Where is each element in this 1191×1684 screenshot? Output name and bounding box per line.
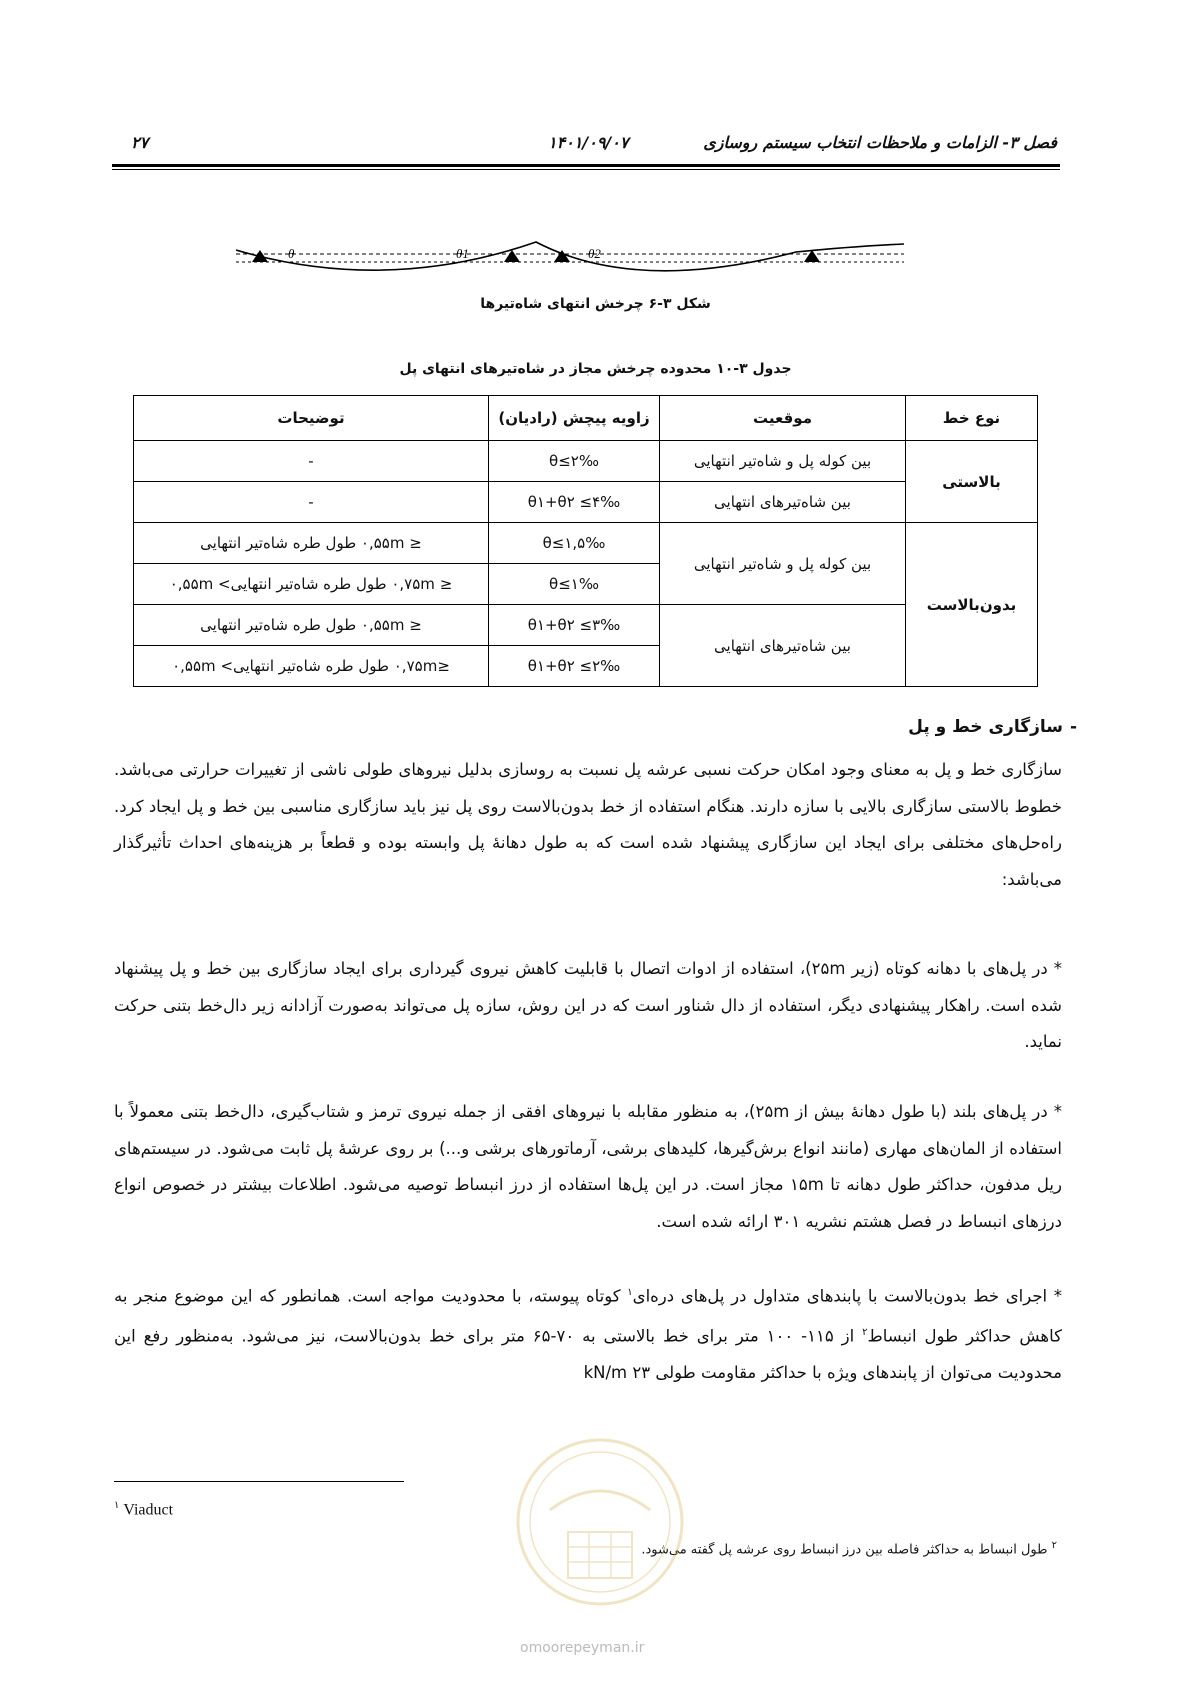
- location-cell: بین شاه‌تیرهای انتهایی: [660, 605, 906, 687]
- paragraph-long-span: * در پل‌های بلند (با طول دهانهٔ بیش از ۲۵m)، به منظور مقابله با نیروهای افقی از جمله نیروی ترمز و شتاب‌گیری، دال‌خط بتنی معمولاً با استفاده از المان‌های مهاری (مانند انواع برش‌گیرها، کلیدهای برشی، آرماتورهای برشی و...) بر روی عرشهٔ پل ثابت می‌شود. در سیستم‌های ریل مدفون، حداکثر طول دهانه تا ۱۵m مجاز است. در این پل‌ها استفاده از درز انبساط توصیه می‌شود. اطلاعات بیشتر در خصوص انواع درزهای انبساط در فصل هشتم نشریه ۳۰۱ ارائه شده است.: [114, 1102, 1062, 1231]
- paragraph-short-span: * در پل‌های با دهانه کوتاه (زیر ۲۵m)، استفاده از ادوات اتصال با قابلیت کاهش نیروی گیرداری برای ایجاد سازگاری بین خط و پل پیشنهاد شده است. راهکار پیشنهادی دیگر، استفاده از دال شناور است که در این روش، سازه پل می‌تواند به‌صورت آزادانه زیر دال‌خط بتنی حرکت نماید.: [114, 959, 1062, 1051]
- watermark-seal-icon: [510, 1432, 690, 1612]
- track-type-ballastless: بدون‌بالاست: [906, 523, 1038, 687]
- paragraph-viaduct: [114, 1275, 1062, 1392]
- footnote-2: [641, 1540, 1057, 1557]
- rotation-limits-table: [133, 395, 1038, 687]
- label-theta-1: θ1: [456, 246, 469, 261]
- section-bullet: -: [1069, 717, 1077, 737]
- deflected-girders: [236, 242, 904, 271]
- support-4: [804, 250, 820, 262]
- header-notes: توضیحات: [134, 396, 489, 441]
- location-cell: بین کوله پل و شاه‌تیر انتهایی: [660, 523, 906, 605]
- footnote-ref-2: ۲: [862, 1327, 868, 1338]
- table-caption: جدول ۳-۱۰ محدوده چرخش مجاز در شاه‌تیرهای انتهای پل: [399, 361, 792, 377]
- location-cell: بین شاه‌تیرهای انتهایی: [660, 482, 906, 523]
- page-number: ۲۷: [131, 133, 149, 152]
- chapter-title: فصل ۳- الزامات و ملاحظات انتخاب سیستم روسازی: [703, 133, 1057, 152]
- footnote-1-mark: ۱: [114, 1500, 120, 1511]
- table-row: [134, 441, 1038, 482]
- figure-caption: شکل ۳-۶ چرخش انتهای شاه‌تیرها: [480, 296, 711, 312]
- notes-cell: -: [134, 441, 489, 482]
- notes-cell: ≤۰,۷۵m طول طره شاه‌تیر انتهایی> ۰,۵۵m: [134, 646, 489, 687]
- footnote-2-mark: ۲: [1051, 1540, 1057, 1551]
- table-header-row: [134, 396, 1038, 441]
- footnote-2-text: طول انبساط به حداکثر فاصله بین درز انبساط روی عرشه پل گفته می‌شود.: [641, 1542, 1048, 1558]
- notes-cell: -: [134, 482, 489, 523]
- label-theta-2: θ2: [588, 246, 601, 261]
- header-rule-thin: [112, 169, 1060, 170]
- footnote-1: [114, 1500, 173, 1519]
- footnote-ref-1: ۱: [627, 1287, 633, 1298]
- footnote-rule: [114, 1481, 404, 1482]
- table-row: [134, 482, 1038, 523]
- paragraph-viaduct-part3: از ۱۱۵- ۱۰۰ متر برای خط بالاستی به ۷۰-۶۵ متر برای خط بدون‌بالاست، نیز می‌شود. به‌منظور رفع این محدودیت می‌توان از پابندهای ویژه با حداکثر مقاومت طولی ۲۳ kN/m: [114, 1326, 1062, 1382]
- angle-cell: θ۱+θ۲ ≤۲‰: [489, 646, 660, 687]
- footnote-1-text: Viaduct: [123, 1501, 174, 1519]
- header-location: موقعیت: [660, 396, 906, 441]
- girder-rotation-figure: [236, 232, 904, 290]
- notes-cell: ≤ ۰,۷۵m طول طره شاه‌تیر انتهایی> ۰,۵۵m: [134, 564, 489, 605]
- support-1: [252, 250, 268, 262]
- location-cell: بین کوله پل و شاه‌تیر انتهایی: [660, 441, 906, 482]
- table-row: [134, 523, 1038, 564]
- header-angle: زاویه پیچش (رادیان): [489, 396, 660, 441]
- label-theta: θ: [288, 246, 295, 261]
- angle-cell: θ≤۲‰: [489, 441, 660, 482]
- watermark-url: omoorepeyman.ir: [520, 1640, 645, 1656]
- paragraph-intro: سازگاری خط و پل به معنای وجود امکان حرکت نسبی عرشه پل نسبت به روسازی بدلیل نیروهای طولی ناشی از تغییرات حرارتی می‌باشد. خطوط بالاستی سازگاری بالایی با سازه دارند. هنگام استفاده از خط بدون‌بالاست روی پل نیز باید سازگاری مناسبی بین خط و پل ایجاد کرد. راه‌حل‌های مختلفی برای ایجاد این سازگاری پیشنهاد شده است که به طول دهانهٔ پل وابسته بوده و قطعاً بر هزینه‌های احداث تأثیرگذار می‌باشد:: [114, 760, 1062, 889]
- table-row: [134, 605, 1038, 646]
- track-type-ballasted: بالاستی: [906, 441, 1038, 523]
- angle-cell: θ۱+θ۲ ≤۴‰: [489, 482, 660, 523]
- notes-cell: ≤ ۰,۵۵m طول طره شاه‌تیر انتهایی: [134, 605, 489, 646]
- paragraph-viaduct-part2: کوتاه پیوسته، با محدودیت مواجه است. همانطور که این موضوع منجر به کاهش حداکثر طول انبساط: [114, 1286, 1063, 1346]
- notes-cell: ≤ ۰,۵۵m طول طره شاه‌تیر انتهایی: [134, 523, 489, 564]
- angle-cell: θ≤۱‰: [489, 564, 660, 605]
- paragraph-viaduct-part1: * اجرای خط بدون‌بالاست با پابندهای متداول در پل‌های دره‌ای: [632, 1286, 1062, 1306]
- header-date: ۱۴۰۱/۰۹/۰۷: [548, 133, 629, 152]
- angle-cell: θ۱+θ۲ ≤۳‰: [489, 605, 660, 646]
- header-track-type: نوع خط: [906, 396, 1038, 441]
- header-rule: [112, 164, 1060, 167]
- section-title: سازگاری خط و پل: [908, 717, 1063, 737]
- angle-cell: θ≤۱,۵‰: [489, 523, 660, 564]
